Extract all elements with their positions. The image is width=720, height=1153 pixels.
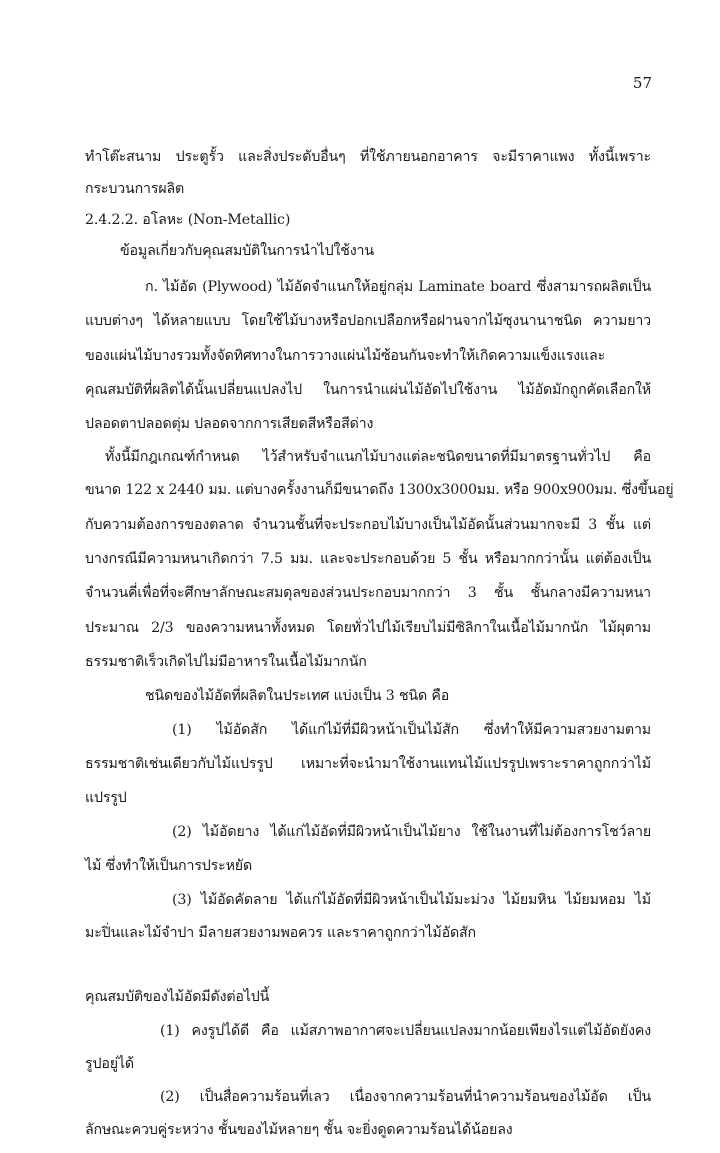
list-item-line: (1) ไม้อัดสัก ได้แก่ไม้ที่มีผิวหน้าเป็นไม้สัก ซึ่งทำให้มีความสวยงามตาม [172,721,651,738]
paragraph-line: จำนวนคี่เพื่อที่จะศึกษาลักษณะสมดุลของส่วนประกอบมากกว่า 3 ชั้น ชั้นกลางมีความหนา [85,585,651,602]
paragraph-line: กับความต้องการของตลาด จำนวนชั้นที่จะประกอบไม้บางเป็นไม้อัดนั้นส่วนมากจะมี 3 ชั้น แต่ [85,516,651,533]
page-number: 57 [632,74,652,92]
section-heading: 2.4.2.2. อโลหะ (Non-Metallic) [85,212,291,229]
paragraph-line: ธรรมชาติเร็วเกิดไปไม่มีอาหารในเนื้อไม้มากนัก [85,654,367,671]
list-item-line: (2) เป็นสื่อความร้อนที่เลว เนื่องจากความร้อนที่นำความร้อนของไม้อัด เป็น [160,1088,651,1105]
paragraph-line: ทั้งนี้มีกฎเกณฑ์กำหนด ไว้สำหรับจำแนกไม้บางแต่ละชนิดขนาดที่มีมาตรฐานทั่วไป คือ [105,448,651,465]
list-item-line: (3) ไม้อัดคัดลาย ได้แก่ไม้อัดที่มีผิวหน้าเป็นไม้มะม่วง ไม้ยมหิน ไม้ยมหอม ไม้ [172,891,651,908]
paragraph-line: แปรรูป [85,789,127,806]
subheading: คุณสมบัติของไม้อัดมีดังต่อไปนี้ [85,989,270,1006]
list-item-line: (1) คงรูปได้ดี คือ แม้สภาพอากาศจะเปลี่ยนแปลงมากน้อยเพียงไรแต่ไม้อัดยังคง [160,1022,651,1039]
paragraph-line: กระบวนการผลิต [85,181,185,198]
paragraph-line: มะปิ่นและไม้จำปา มีลายสวยงามพอควร และราคาถูกกว่าไม้อัดสัก [85,925,476,942]
paragraph-line: แบบต่างๆ ได้หลายแบบ โดยใช้ไม้บางหรือปอกเปลือกหรือฝานจากไม้ซุงนานาชนิด ความยาว [85,313,651,330]
paragraph-line: ลักษณะควบคู่ระหว่าง ชั้นของไม้หลายๆ ชั้น จะยิ่งดูดความร้อนได้น้อยลง [85,1122,513,1138]
subheading: ข้อมูลเกี่ยวกับคุณสมบัติในการนำไปใช้งาน [120,242,374,259]
paragraph-line: ปลอดตาปลอดตุ่ม ปลอดจากการเสียดสีหรือสีด่าง [85,416,374,433]
paragraph-line: ทำโต๊ะสนาม ประตูรั้ว และสิ่งประดับอื่นๆ ที่ใช้ภายนอกอาคาร จะมีราคาแพง ทั้งนี้เพราะ [85,149,651,165]
list-item-line: (2) ไม้อัดยาง ได้แก่ไม้อัดที่มีผิวหน้าเป็นไม้ยาง ใช้ในงานที่ไม่ต้องการโชว์ลาย [172,824,651,841]
paragraph-line: ประมาณ 2/3 ของความหนาทั้งหมด โดยทั่วไปไม้เรียบไม่มีซิลิกาในเนื้อไม้มากนัก ไม้ผุตาม [85,619,651,636]
paragraph-line: ขนาด 122 x 2440 มม. แต่บางครั้งงานก็มีขนาดถึง 1300x3000มม. หรือ 900x900มม. ซึ่งขึ้นอยู่ [85,482,674,499]
paragraph-line: ไม้ ซึ่งทำให้เป็นการประหยัด [85,857,253,874]
paragraph-line: บางกรณีมีความหนาเกิดกว่า 7.5 มม. และจะประกอบด้วย 5 ชั้น หรือมากกว่านั้น แต่ต้องเป็น [85,550,651,567]
subheading: ชนิดของไม้อัดที่ผลิตในประเทศ แบ่งเป็น 3 ชนิด คือ [145,687,450,704]
paragraph-line: ก. ไม้อัด (Plywood) ไม้อัดจำแนกให้อยู่กลุ่ม Laminate board ซึ่งสามารถผลิตเป็น [145,278,651,295]
paragraph-line: ธรรมชาติเช่นเดียวกับไม้แปรรูป เหมาะที่จะนำมาใช้งานแทนไม้แปรรูปเพราะราคาถูกกว่าไม้ [85,756,651,773]
paragraph-line: ของแผ่นไม้บางรวมทั้งจัดทิศทางในการวางแผ่นไม้ซ้อนกันจะทำให้เกิดความแข็งแรงและ [85,347,606,364]
paragraph-line: คุณสมบัติที่ผลิตได้นั้นเปลี่ยนแปลงไป ในการนำแผ่นไม้อัดไปใช้งาน ไม้อัดมักถูกคัดเลือกให้ [85,381,651,398]
paragraph-line: รูปอยู่ได้ [85,1056,134,1073]
